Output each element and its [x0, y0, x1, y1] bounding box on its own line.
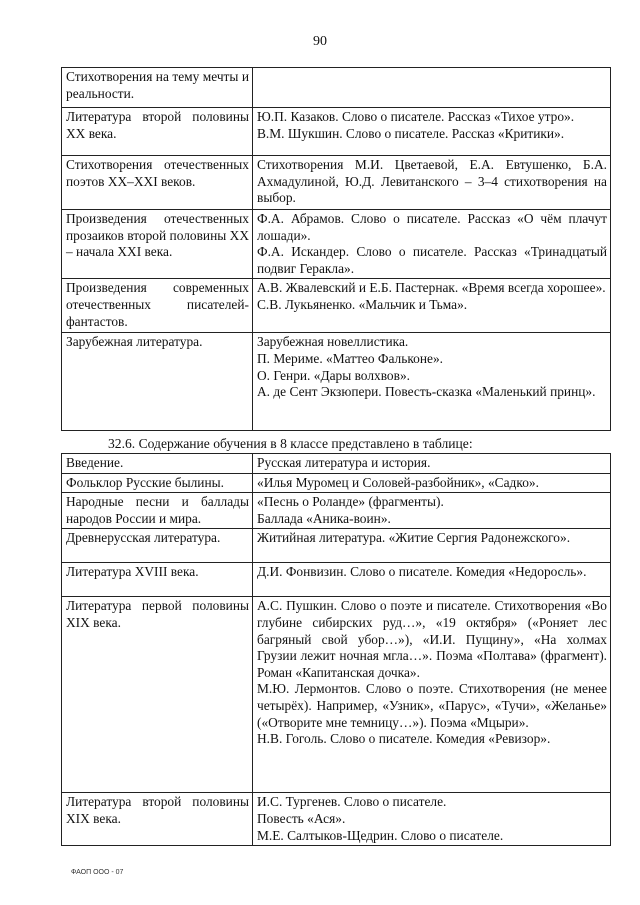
content-line: Ф.А. Искандер. Слово о писателе. Рассказ «Тринадцатый подвиг Геракла».: [257, 244, 607, 276]
content-cell: [253, 473, 611, 493]
content-line: В.М. Шукшин. Слово о писателе. Рассказ «Критики».: [257, 125, 565, 141]
content-line: Житийная литература. «Житие Сергия Радонежского».: [257, 530, 571, 546]
topic-cell: Стихотворения отечественных поэтов XX–XXI веков.: [62, 156, 253, 210]
content-cell: [253, 210, 611, 279]
content-line: Баллада «Аника-воин».: [257, 510, 391, 526]
content-cell: [253, 156, 611, 210]
content-line: Н.В. Гоголь. Слово о писателе. Комедия «Ревизор».: [257, 731, 551, 747]
content-line: Ю.П. Казаков. Слово о писателе. Рассказ «Тихое утро».: [257, 109, 575, 124]
page-number: 90: [313, 34, 327, 49]
content-line: М.Е. Салтыков-Щедрин. Слово о писателе.: [257, 827, 504, 843]
table-row: [62, 793, 611, 846]
table-row: [62, 473, 611, 493]
section-heading: 32.6. Содержание обучения в 8 классе представлено в таблице:: [108, 436, 473, 451]
footer-doc-code: ФАОП ООО - 07: [71, 869, 124, 876]
content-line: А.В. Жвалевский и Е.Б. Пастернак. «Время всегда хорошее».: [257, 280, 606, 296]
content-cell: [253, 529, 611, 563]
topic-cell: Древнерусская литература.: [62, 529, 253, 563]
curriculum-table-grade-7: [61, 67, 611, 431]
table-row: [62, 210, 611, 279]
content-line: А.С. Пушкин. Слово о поэте и писателе. Стихотворения «Во глубине сибирских руд…», «19 октября» («Роняет лес багряный свой убор…»), «И.И. Пущину», «На холмах Грузии лежит ночная мгла…». Поэма «Полтава» (фрагмент). Роман «Капитанская дочка».: [257, 598, 607, 680]
table-row: [62, 108, 611, 156]
topic-cell: Литература первой половины XIX века.: [62, 597, 253, 793]
topic-cell: Произведения отечественных прозаиков второй половины XX – начала XXI века.: [62, 210, 253, 279]
table-row: [62, 454, 611, 474]
table-row: [62, 68, 611, 108]
content-line: «Песнь о Роланде» (фрагменты).: [257, 494, 444, 510]
table-row: [62, 493, 611, 529]
content-line: О. Генри. «Дары волхвов».: [257, 367, 410, 383]
content-line: М.Ю. Лермонтов. Слово о поэте. Стихотворения (не менее четырёх). Например, «Узник», «Парус», «Тучи», «Желанье» («Отворите мне темницу…»). Поэма «Мцыри».: [257, 681, 607, 730]
table-row: [62, 529, 611, 563]
topic-cell: Зарубежная литература.: [62, 333, 253, 431]
content-cell: [253, 333, 611, 431]
content-line: Д.И. Фонвизин. Слово о писателе. Комедия «Недоросль».: [257, 564, 587, 580]
topic-cell: Литература XVIII века.: [62, 563, 253, 597]
content-line: И.С. Тургенев. Слово о писателе.: [257, 794, 447, 810]
content-cell: [253, 597, 611, 793]
content-cell: [253, 279, 611, 333]
content-line: Стихотворения М.И. Цветаевой, Е.А. Евтушенко, Б.А. Ахмадулиной, Ю.Д. Левитанского – 3–4 стихотворения на выбор.: [257, 157, 607, 206]
content-line: Ф.А. Абрамов. Слово о писателе. Рассказ «О чём плачут лошади».: [257, 211, 607, 243]
content-line: С.В. Лукьяненко. «Мальчик и Тьма».: [257, 296, 468, 312]
content-cell: [253, 68, 611, 108]
topic-cell: Литература второй половины XX века.: [62, 108, 253, 156]
topic-cell: Стихотворения на тему мечты и реальности.: [62, 68, 253, 108]
topic-cell: Введение.: [62, 454, 253, 474]
topic-cell: Литература второй половины XIX века.: [62, 793, 253, 846]
content-line: «Илья Муромец и Соловей-разбойник», «Садко».: [257, 474, 539, 490]
table-row: [62, 279, 611, 333]
table-row: [62, 563, 611, 597]
content-line: Зарубежная новеллистика.: [257, 334, 409, 350]
content-line: Повесть «Ася».: [257, 810, 346, 826]
content-line: Русская литература и история.: [257, 455, 431, 470]
topic-cell: Произведения современных отечественных писателей-фантастов.: [62, 279, 253, 333]
table-row: [62, 156, 611, 210]
curriculum-table-grade-8: [61, 453, 611, 846]
topic-cell: Народные песни и баллады народов России и мира.: [62, 493, 253, 529]
content-line: А. де Сент Экзюпери. Повесть-сказка «Маленький принц».: [257, 384, 596, 400]
topic-cell: Фольклор Русские былины.: [62, 473, 253, 493]
content-cell: [253, 563, 611, 597]
content-cell: [253, 108, 611, 156]
content-line: П. Мериме. «Маттео Фальконе».: [257, 350, 444, 366]
table-row: [62, 333, 611, 431]
table-row: [62, 597, 611, 793]
content-cell: [253, 454, 611, 474]
content-cell: [253, 493, 611, 529]
content-cell: [253, 793, 611, 846]
